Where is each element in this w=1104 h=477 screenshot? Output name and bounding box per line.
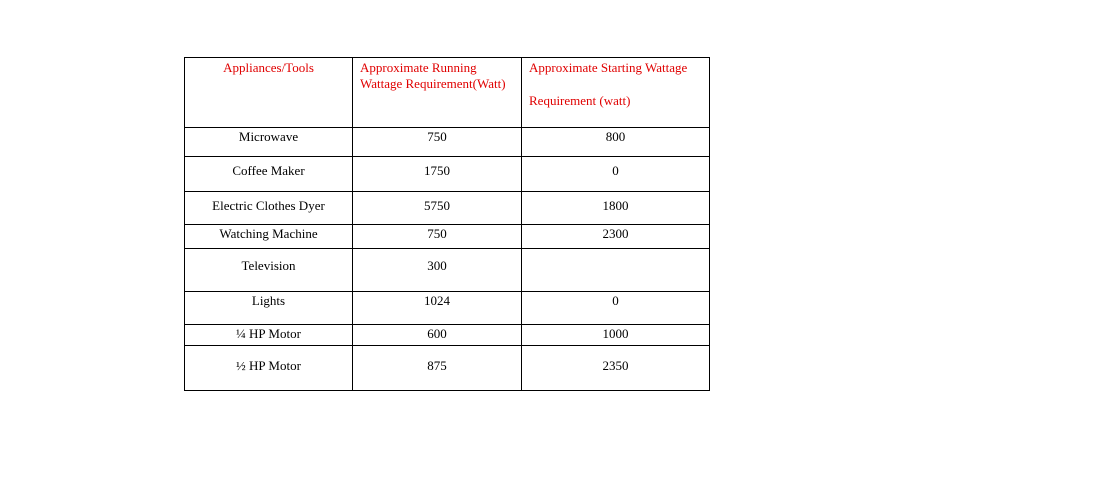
running-cell: 600 <box>353 325 522 346</box>
appliance-cell: Lights <box>185 292 353 325</box>
running-cell: 750 <box>353 128 522 157</box>
table-row <box>185 249 710 292</box>
header-starting-label-line1: Approximate Starting Wattage <box>529 60 688 75</box>
table-row <box>185 128 710 157</box>
starting-cell: 1800 <box>522 192 710 225</box>
running-cell: 750 <box>353 225 522 249</box>
table-row <box>185 192 710 225</box>
running-cell: 1024 <box>353 292 522 325</box>
table-row <box>185 157 710 192</box>
appliance-cell: Electric Clothes Dyer <box>185 192 353 225</box>
table-row <box>185 346 710 391</box>
starting-cell: 2350 <box>522 346 710 391</box>
starting-cell: 1000 <box>522 325 710 346</box>
starting-cell: 800 <box>522 128 710 157</box>
appliance-cell: Microwave <box>185 128 353 157</box>
table-header-row <box>185 58 710 128</box>
table-row <box>185 325 710 346</box>
header-starting-label-line2: Requirement (watt) <box>529 93 631 108</box>
appliance-cell: Television <box>185 249 353 292</box>
starting-cell: 0 <box>522 292 710 325</box>
starting-cell: 2300 <box>522 225 710 249</box>
appliance-cell: ½ HP Motor <box>185 346 353 391</box>
table-row <box>185 225 710 249</box>
table-row <box>185 292 710 325</box>
header-cell-running <box>353 58 522 128</box>
appliance-cell: Watching Machine <box>185 225 353 249</box>
header-cell-appliance <box>185 58 353 128</box>
header-running-label: Approximate Running Wattage Requirement(Watt) <box>360 60 506 91</box>
appliance-cell: ¼ HP Motor <box>185 325 353 346</box>
appliance-cell: Coffee Maker <box>185 157 353 192</box>
running-cell: 300 <box>353 249 522 292</box>
starting-cell <box>522 249 710 292</box>
header-cell-starting <box>522 58 710 128</box>
running-cell: 1750 <box>353 157 522 192</box>
running-cell: 875 <box>353 346 522 391</box>
running-cell: 5750 <box>353 192 522 225</box>
starting-cell: 0 <box>522 157 710 192</box>
header-appliance-label: Appliances/Tools <box>223 60 314 75</box>
wattage-table <box>184 57 710 391</box>
